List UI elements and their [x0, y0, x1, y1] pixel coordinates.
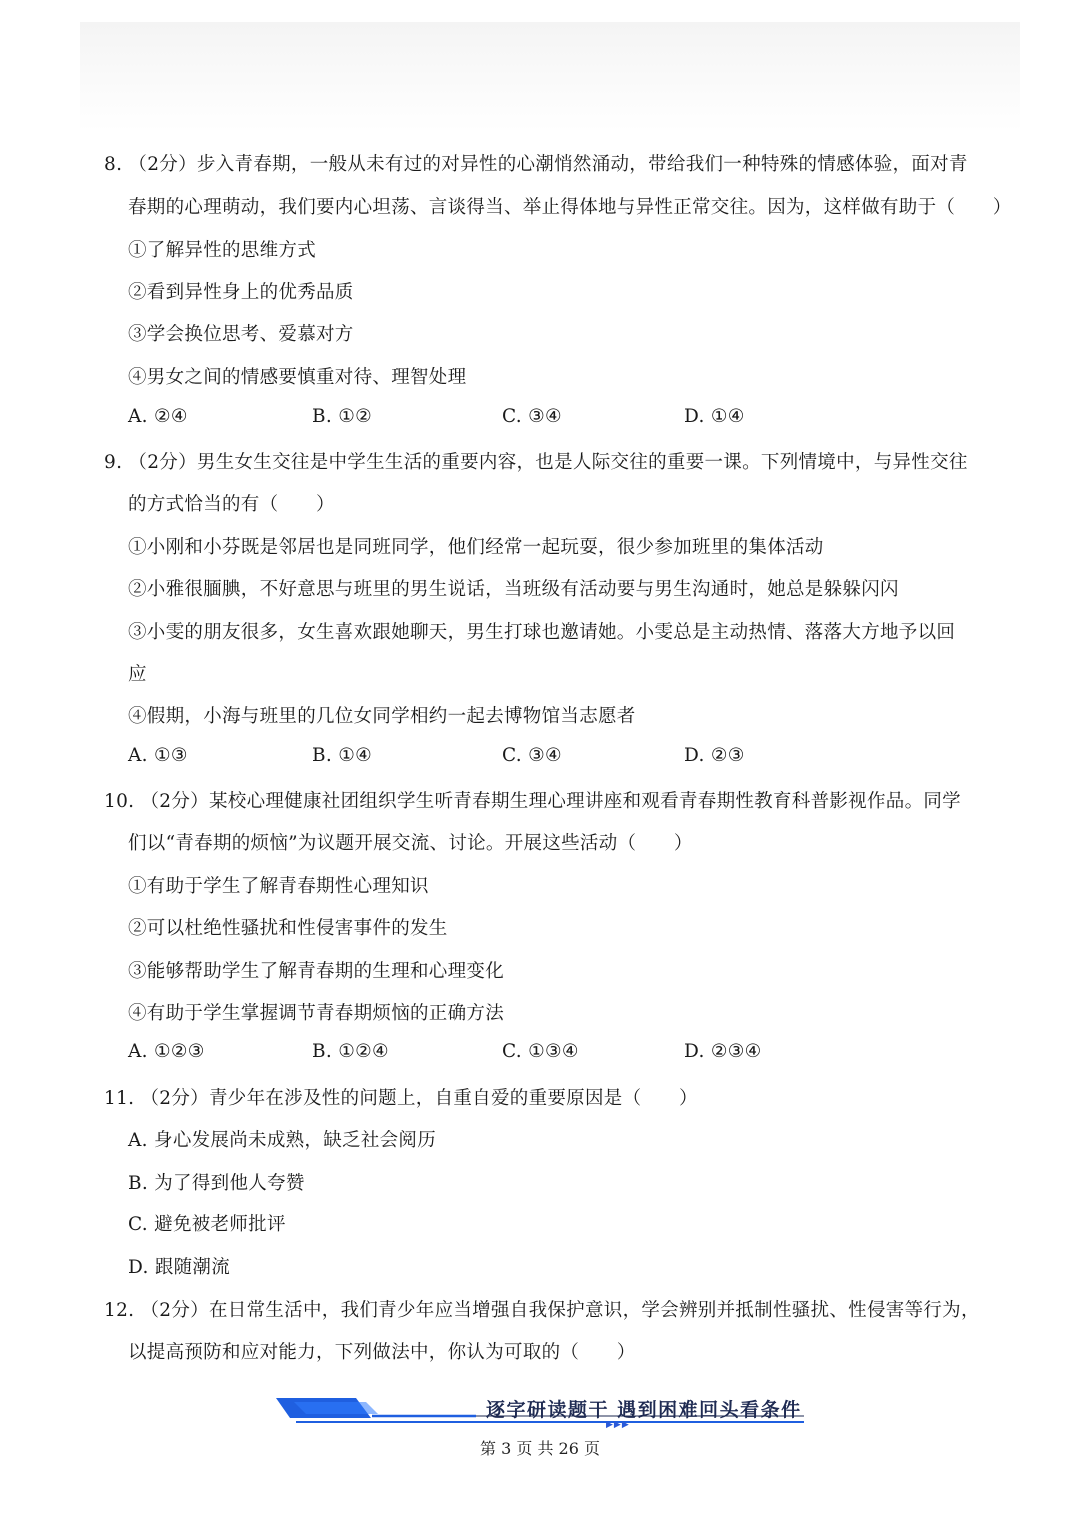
q9-statement-4: ④假期，小海与班里的几位女同学相约一起去博物馆当志愿者: [128, 706, 636, 727]
q9-option-c: C. ③④: [502, 745, 562, 766]
q11-option-d: D. 跟随潮流: [128, 1257, 231, 1278]
q8-option-c: C. ③④: [502, 406, 562, 427]
question-11-line-1: 11. （2分）青少年在涉及性的问题上，自重自爱的重要原因是（ ）: [104, 1088, 698, 1109]
page-number: 第 3 页 共 26 页: [480, 1439, 600, 1458]
q10-statement-3: ③能够帮助学生了解青春期的生理和心理变化: [128, 961, 505, 982]
q9-option-a: A. ①③: [128, 745, 188, 766]
q10-statement-1: ①有助于学生了解青春期性心理知识: [128, 876, 429, 897]
scan-shadow: [80, 22, 1020, 132]
q10-statement-4: ④有助于学生掌握调节青春期烦恼的正确方法: [128, 1003, 505, 1024]
q8-statement-1: ①了解异性的思维方式: [128, 240, 317, 261]
q11-option-c: C. 避免被老师批评: [128, 1214, 286, 1235]
q10-option-d: D. ②③④: [684, 1041, 762, 1062]
q10-option-c: C. ①③④: [502, 1041, 579, 1062]
q8-option-b: B. ①②: [312, 406, 373, 427]
q10-option-a: A. ①②③: [128, 1041, 205, 1062]
q9-statement-1: ①小刚和小芬既是邻居也是同班同学，他们经常一起玩耍，很少参加班里的集体活动: [128, 537, 824, 558]
q9-statement-2: ②小雅很腼腆，不好意思与班里的男生说话，当班级有活动要与男生沟通时，她总是躲躲闪闪: [128, 579, 899, 600]
q9-option-d: D. ②③: [684, 745, 745, 766]
q8-statement-3: ③学会换位思考、爱慕对方: [128, 324, 354, 345]
q8-statement-4: ④男女之间的情感要慎重对待、理智处理: [128, 367, 467, 388]
q9-statement-3-cont: 应: [128, 664, 147, 685]
question-8-line-2: 春期的心理萌动，我们要内心坦荡、言谈得当、举止得体地与异性正常交往。因为，这样做有助于（ ）: [128, 197, 1012, 218]
question-12-line-1: 12. （2分）在日常生活中，我们青少年应当增强自我保护意识，学会辨别并抵制性骚扰、性侵害等行为，: [104, 1300, 980, 1321]
q10-statement-2: ②可以杜绝性骚扰和性侵害事件的发生: [128, 918, 448, 939]
q8-option-a: A. ②④: [128, 406, 188, 427]
question-12-line-2: 以提高预防和应对能力，下列做法中，你认为可取的（ ）: [128, 1342, 636, 1363]
q8-statement-2: ②看到异性身上的优秀品质: [128, 282, 354, 303]
question-8-line-1: 8. （2分）步入青春期，一般从未有过的对异性的心潮悄然涌动，带给我们一种特殊的情感体验，面对青: [104, 154, 968, 175]
banner-slogan: 逐字研读题干 遇到困难回头看条件: [486, 1399, 802, 1421]
q9-option-b: B. ①④: [312, 745, 373, 766]
q8-option-d: D. ①④: [684, 406, 745, 427]
question-10-line-1: 10. （2分）某校心理健康社团组织学生听青春期生理心理讲座和观看青春期性教育科普影视作品。同学: [104, 791, 961, 812]
question-9-line-1: 9. （2分）男生女生交往是中学生生活的重要内容，也是人际交往的重要一课。下列情境中，与异性交往: [104, 452, 968, 473]
q10-option-b: B. ①②④: [312, 1041, 389, 1062]
q11-option-b: B. 为了得到他人夸赞: [128, 1173, 305, 1194]
q11-option-a: A. 身心发展尚未成熟，缺乏社会阅历: [128, 1130, 437, 1151]
question-9-line-2: 的方式恰当的有（ ）: [128, 494, 335, 515]
banner-arrows-icon: ▶▶▶: [606, 1420, 630, 1430]
banner-blue-highlight: [294, 1402, 378, 1414]
q9-statement-3: ③小雯的朋友很多，女生喜欢跟她聊天，男生打球也邀请她。小雯总是主动热情、落落大方地予以回: [128, 622, 956, 643]
question-10-line-2: 们以“青春期的烦恼”为议题开展交流、讨论。开展这些活动（ ）: [128, 833, 693, 854]
